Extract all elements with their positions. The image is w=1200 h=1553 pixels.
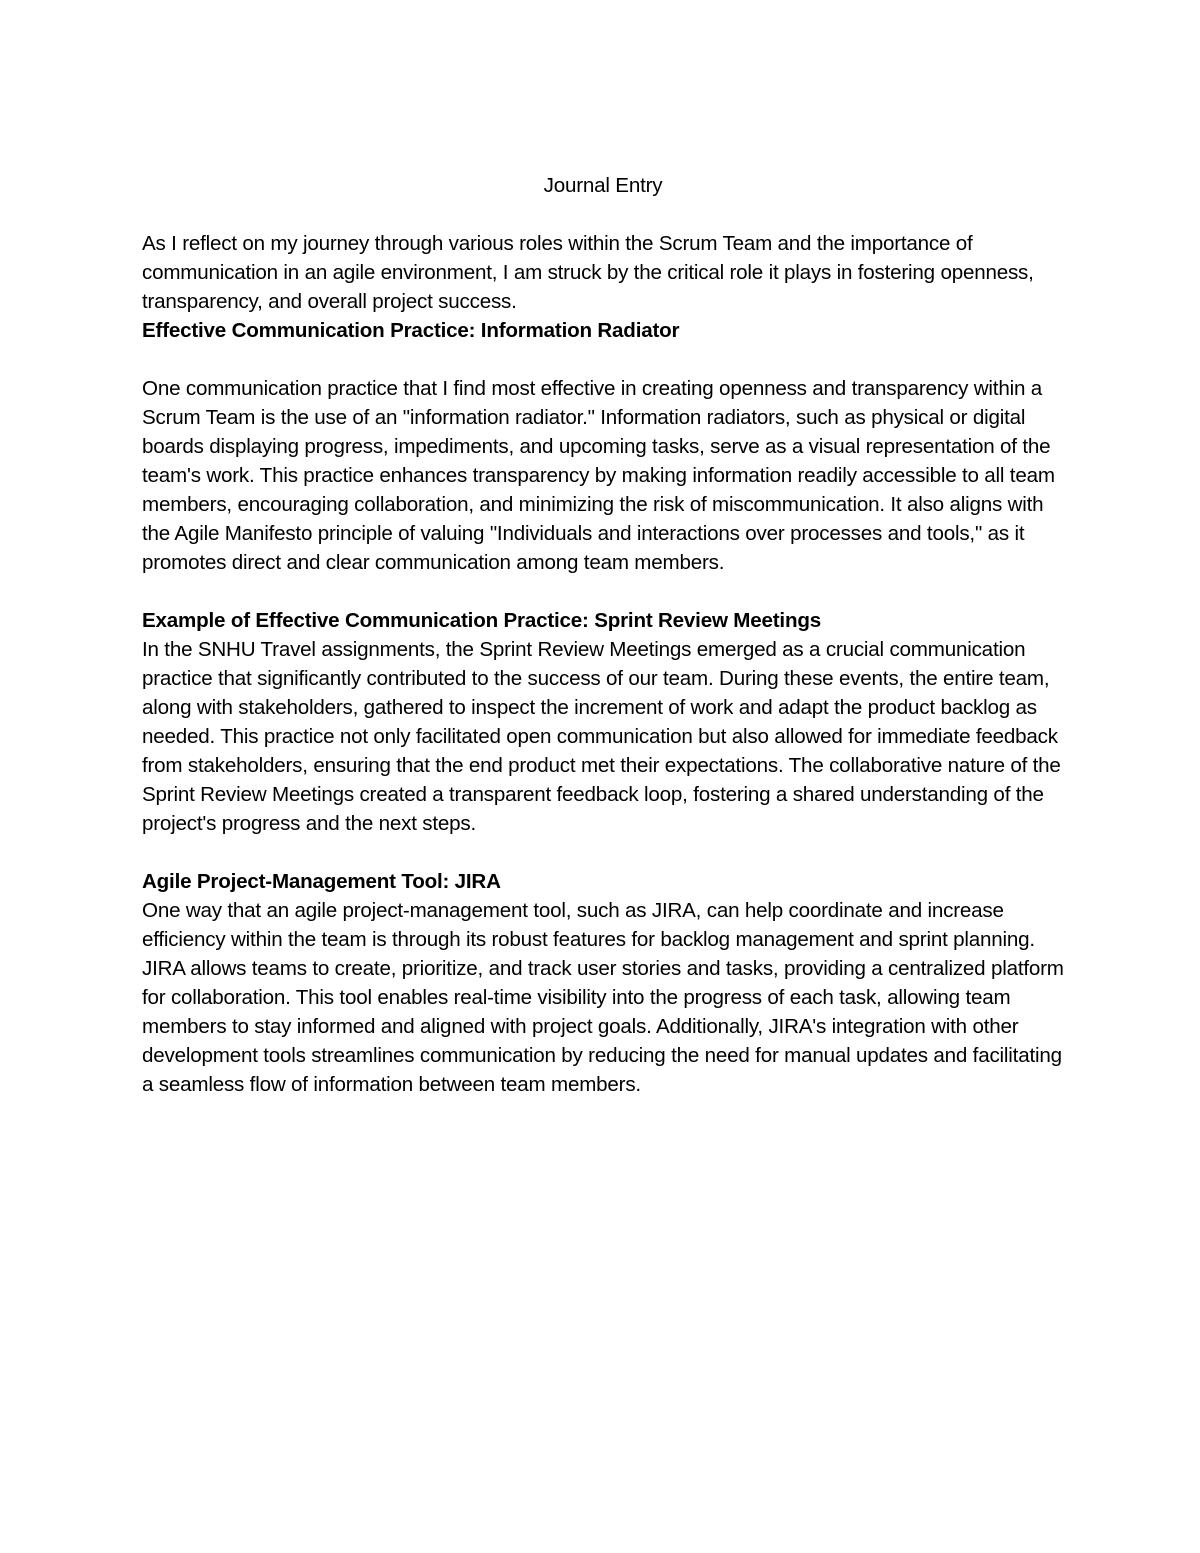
spacer (142, 838, 1064, 867)
spacer (142, 345, 1064, 374)
spacer (142, 200, 1064, 229)
section-body-sprint-review: In the SNHU Travel assignments, the Sprint Review Meetings emerged as a crucial communication practice that significantly contributed to the success of our team. During these events, the entire team, along with stakeholders, gathered to inspect the increment of work and adapt the product backlog as needed. This practice not only facilitated open communication but also allowed for immediate feedback from stakeholders, ensuring that the end product met their expectations. The collaborative nature of the Sprint Review Meetings created a transparent feedback loop, fostering a shared understanding of the project's progress and the next steps. (142, 638, 1061, 835)
section-heading-jira: Agile Project-Management Tool: JIRA (142, 870, 501, 893)
spacer (142, 577, 1064, 606)
section-heading-information-radiator: Effective Communication Practice: Information Radiator (142, 319, 680, 342)
section-body-jira: One way that an agile project-management tool, such as JIRA, can help coordinate and increase efficiency within the team is through its robust features for backlog management and sprint planning. JIRA allows teams to create, prioritize, and track user stories and tasks, providing a centralized platform for collaboration. This tool enables real-time visibility into the progress of each task, allowing team members to stay informed and aligned with project goals. Additionally, JIRA's integration with other development tools streamlines communication by reducing the need for manual updates and facilitating a seamless flow of information between team members. (142, 899, 1064, 1096)
document-body (142, 171, 1064, 1099)
section-body-information-radiator: One communication practice that I find most effective in creating openness and transparency within a Scrum Team is the use of an "information radiator." Information radiators, such as physical or digital boards displaying progress, impediments, and upcoming tasks, serve as a visual representation of the team's work. This practice enhances transparency by making information readily accessible to all team members, encouraging collaboration, and minimizing the risk of miscommunication. It also aligns with the Agile Manifesto principle of valuing "Individuals and interactions over processes and tools," as it promotes direct and clear communication among team members. (142, 377, 1055, 574)
document-title: Journal Entry (543, 174, 663, 197)
section-heading-sprint-review: Example of Effective Communication Practice: Sprint Review Meetings (142, 609, 821, 632)
intro-paragraph: As I reflect on my journey through various roles within the Scrum Team and the importance of communication in an agile environment, I am struck by the critical role it plays in fostering openness, transparency, and overall project success. (142, 232, 1034, 313)
